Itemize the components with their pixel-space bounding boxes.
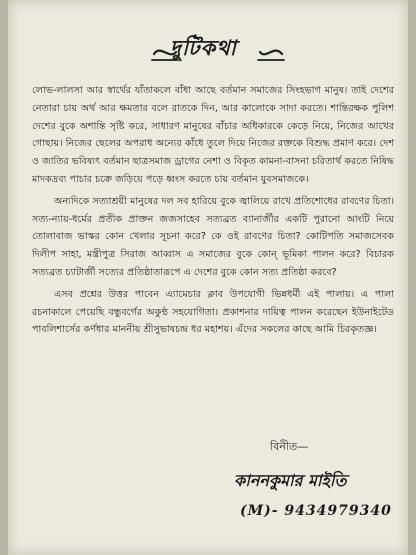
paragraph-1: লোভ-লালসা আর স্বার্থের যাঁতাকলে বাঁধা আছে বর্তমান সমাজের সিংহভাগ মানুষ। তাই দেশের নেতারা চায় অর্থ আর ক্ষমতার বলে রাতকে দিন, আর কালোকে সাদা করতে। শান্তিরক্ষক পুলিশ দেশের বুকে অশান্তি সৃষ্টি করে, সাধারণ মানুষের বাঁচার অধিকারকে কেড়ে নিয়ে, নিজের আখের গোছায়। নিজের ছেলের অপরাধ অন্যের কাঁধে তুলে দিয়ে নিজের রক্তকে বিশুদ্ধ প্রমাণ করে। দেশ ও জাতির ভবিষ্যৎ বর্তমান ছাত্রসমাজ ড্রাগের নেশা ও বিকৃত কামনা-বাসনা চরিতার্থ করতে নিষিদ্ধ মাদকদ্রব্য পাচার চক্রে জড়িয়ে পড়ে ধ্বংস করতে চায় বর্তমান যুবসমাজকে। [32, 85, 394, 185]
paragraph-3: এসব প্রশ্নের উত্তর পাবেন এ্যামেচার ক্লাব উপযোগী ভিন্নধর্মী এই পালায়। এ পালা রচনাকালে পেয়েছি বন্ধুবর্গের অকুণ্ঠ সহযোগিতা। প্রকাশনার দায়িত্ব পালন করেছেন ইউনাইটেড পাবলিশার্সের কর্ণধার মাননীয় শ্রীসুভাষচন্দ্র ধর মহাশয়। এঁদের সকলের কাছে আমি চিরকৃতজ্ঞ। [32, 288, 394, 336]
page-title: দুটিকথা [170, 35, 237, 60]
paragraph-2: অন্যদিকে সত্যাশ্রয়ী মানুষের দল সব হারিয়ে বুকে জ্বালিয়ে রাখে প্রতিশোধের রাবণের চিতা। সত্য-ন্যায়-ধর্মের প্রতীক প্রাক্তন জজসাহেব সত্যব্রত ব্যানার্জীর একটি পুরানো আংটি নিয়ে তোলাবাজ ভাস্কর কোন খেলার সূচনা করে? কে ওই রাবণের চিতা? কোটিপতি সমাজসেবক দিলীপ সাহা, মন্ত্রীপুত্র সিরাজ আব্বাস এ সমাজের বুকে কোন্ ভূমিকা পালন করে? বিচারক সত্যব্রত চ্যাটার্জী সত্যের প্রতিষ্ঠাতারূপে এ দেশের বুকে কোন সত্য প্রতিষ্ঠা করবে? [32, 195, 394, 278]
bleed-through-marks [10, 0, 135, 78]
title-block [148, 30, 288, 70]
signoff: বিনীত— [270, 440, 309, 453]
body-text [32, 82, 394, 339]
author-signature: কাননকুমার মাইতি [234, 471, 347, 490]
author-phone: (M)- 9434979340 [240, 503, 392, 519]
page-sheet [8, 0, 408, 555]
